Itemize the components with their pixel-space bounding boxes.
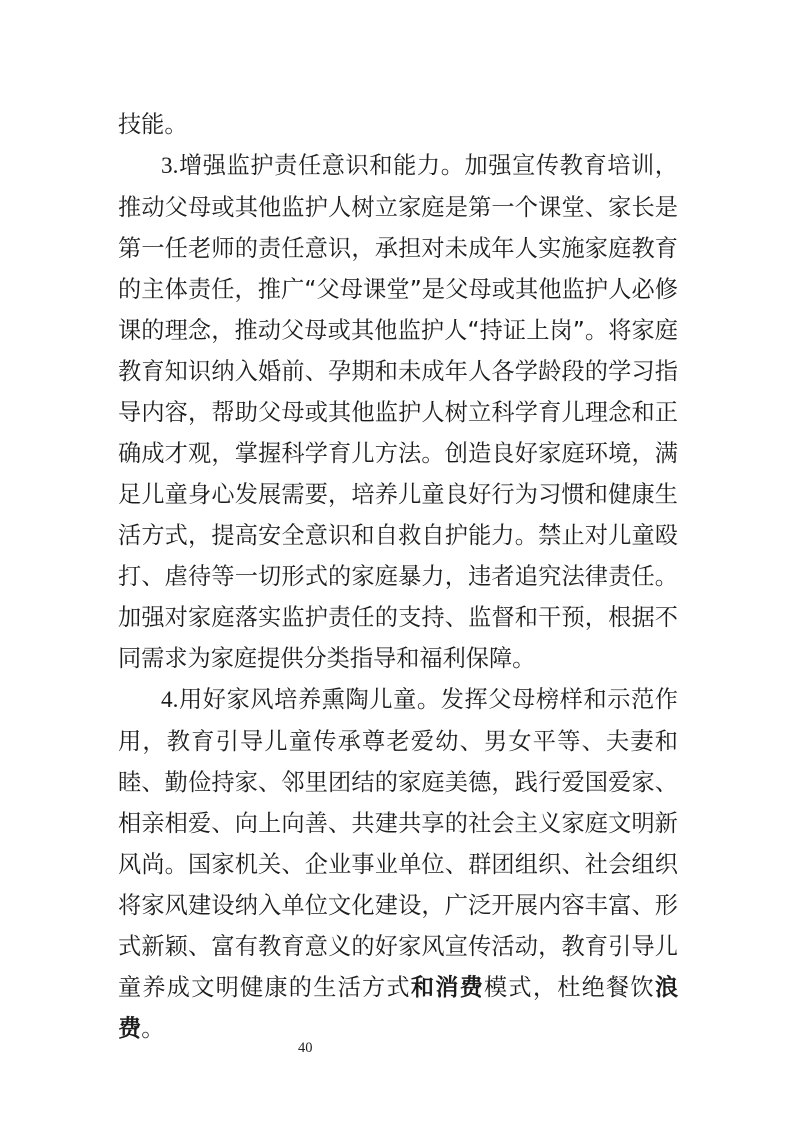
- paragraph-continuation: [118, 104, 678, 145]
- page-body-text: [118, 104, 678, 1049]
- bold-emphasis-text: 和消费: [410, 974, 485, 1001]
- paragraph-item-3: [118, 145, 678, 679]
- page-number: 40: [298, 1040, 313, 1056]
- paragraph-text: 技能。: [118, 111, 188, 138]
- bold-emphasis-text: 浪费: [118, 974, 679, 1042]
- paragraph-text: 增强监护责任意识和能力。加强宣传教育培训，推动父母或其他监护人树立家庭是第一个课堂、家长是第一任老师的责任意识，承担对未成年人实施家庭教育的主体责任，推广“父母课堂”是父母或其他监护人必修课的理念，推动父母或其他监护人“持证上岗”。将家庭教育知识纳入婚前、孕期和未成年人各学龄段的学习指导内容，帮助父母或其他监护人树立科学育儿理念和正确成才观，掌握科学育儿方法。创造良好家庭环境，满足儿童身心发展需要，培养儿童良好行为习惯和健康生活方式，提高安全意识和自救自护能力。禁止对儿童殴打、虐待等一切形式的家庭暴力，违者追究法律责任。加强对家庭落实监护责任的支持、监督和干预，根据不同需求为家庭提供分类指导和福利保障。: [118, 152, 678, 672]
- item-3-number: 3.: [161, 153, 179, 179]
- paragraph-text: 模式，杜绝餐饮: [484, 974, 655, 1001]
- paragraph-item-4: [118, 679, 678, 1049]
- item-4-number: 4.: [161, 687, 179, 713]
- paragraph-text: 用好家风培养熏陶儿童。发挥父母榜样和示范作用，教育引导儿童传承尊老爱幼、男女平等、夫妻和睦、勤俭持家、邻里团结的家庭美德，践行爱国爱家、相亲相爱、向上向善、共建共享的社会主义家庭文明新风尚。国家机关、企业事业单位、群团组织、社会组织将家风建设纳入单位文化建设，广泛开展内容丰富、形式新颖、富有教育意义的好家风宣传活动，教育引导儿童养成文明健康的生活方式: [118, 686, 678, 1001]
- paragraph-text: 。: [141, 1015, 165, 1042]
